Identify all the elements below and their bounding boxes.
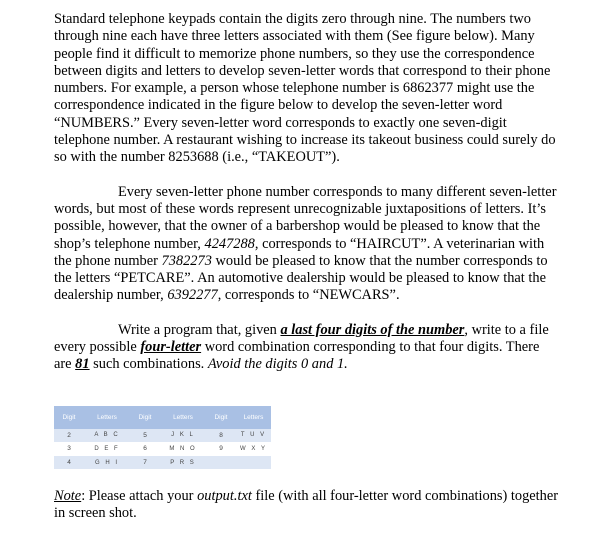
digit-cell: 7 xyxy=(130,456,160,470)
note-label: Note xyxy=(54,488,82,504)
barbershop-number: 4247288 xyxy=(204,235,255,252)
veterinarian-number: 7382273 xyxy=(161,252,212,269)
paragraph-2-text-d: , corresponds to “NEWCARS”. xyxy=(217,287,400,304)
paragraph-spacer xyxy=(54,167,560,184)
paragraph-3-text-d: such combinations. xyxy=(89,356,208,373)
table-row xyxy=(54,429,271,442)
paragraph-2-text-b: , corresponds to “HAIRCUT”. A veterinarian with the phone number xyxy=(54,235,545,269)
letters-cell: P R S xyxy=(160,456,206,470)
output-filename: output.txt xyxy=(197,488,252,504)
avoid-digits-note: Avoid the digits 0 and 1. xyxy=(207,356,348,373)
paragraph-word-examples xyxy=(54,184,560,305)
paragraph-3-text-b: , write to a file every possible xyxy=(54,321,549,356)
paragraph-1-text: Standard telephone keypads contain the digits zero through nine. The numbers two through nine each have three letters associated with them (See figure below). Many people find it difficult to memorize phone numbers, so they use the correspondence between digits and letters to develop seven-letter words that correspond to their phone numbers. For example, a person whose telephone number is 6862377 might use the correspondence indicated in the figure below to develop the seven-letter word “NUMBERS.” Every seven-letter word corresponds to exactly one seven-digit telephone number. A restaurant wishing to increase its takeout business could surely do so with the number 8253688 (i.e., “TAKEOUT”). xyxy=(54,11,556,166)
digit-cell: 6 xyxy=(130,442,160,456)
letters-cell: G H I xyxy=(84,456,130,470)
header-letters: Letters xyxy=(236,406,271,429)
digit-cell: 5 xyxy=(130,429,160,442)
header-letters: Letters xyxy=(160,406,206,429)
paragraph-task xyxy=(54,322,560,374)
digit-cell: 3 xyxy=(54,442,84,456)
header-digit: Digit xyxy=(206,406,236,429)
letters-cell xyxy=(236,456,271,470)
paragraph-spacer xyxy=(54,305,560,322)
letters-cell: D E F xyxy=(84,442,130,456)
digit-cell xyxy=(206,456,236,470)
paragraph-2-text-a: Every seven-letter phone number corresponds to many different seven-letter words, but most of these words represent unrecognizable juxtapositions of letters. It’s possible, however, that the owner of a barbershop would be pleased to know that the shop’s telephone number, xyxy=(54,183,557,252)
digit-cell: 4 xyxy=(54,456,84,470)
note-paragraph xyxy=(54,488,560,523)
digit-cell: 8 xyxy=(206,429,236,442)
paragraph-3-text-c: word combination corresponding to that four digits. There are xyxy=(54,339,540,373)
table-row xyxy=(54,442,271,456)
paragraph-keypad-intro xyxy=(54,11,560,167)
keypad-header-row xyxy=(54,406,271,429)
emphasis-four-letter: four-letter xyxy=(140,339,202,356)
emphasis-combination-count: 81 xyxy=(75,356,90,373)
keypad-letter-table xyxy=(54,406,271,470)
document-body xyxy=(54,11,560,374)
table-row xyxy=(54,456,271,470)
letters-cell: A B C xyxy=(84,429,130,442)
emphasis-last-four-digits: a last four digits of the number xyxy=(280,321,465,338)
letters-cell: W X Y xyxy=(236,442,271,456)
note-text-b: file (with all four-letter word combinations) together in screen shot. xyxy=(54,488,559,522)
paragraph-2-text-c: would be pleased to know that the number corresponds to the letters “PETCARE”. An automotive dealership would be pleased to know that the dealership number, xyxy=(54,252,548,304)
note-block xyxy=(54,488,560,523)
header-digit: Digit xyxy=(130,406,160,429)
note-text-a: : Please attach your xyxy=(81,488,198,504)
paragraph-3-text-a: Write a program that, given xyxy=(118,321,281,338)
letters-cell: T U V xyxy=(236,429,271,442)
letters-cell: M N O xyxy=(160,442,206,456)
header-digit: Digit xyxy=(54,406,84,429)
digit-cell: 2 xyxy=(54,429,84,442)
letters-cell: J K L xyxy=(160,429,206,442)
digit-cell: 9 xyxy=(206,442,236,456)
header-letters: Letters xyxy=(84,406,130,429)
dealership-number: 6392277 xyxy=(167,287,218,304)
